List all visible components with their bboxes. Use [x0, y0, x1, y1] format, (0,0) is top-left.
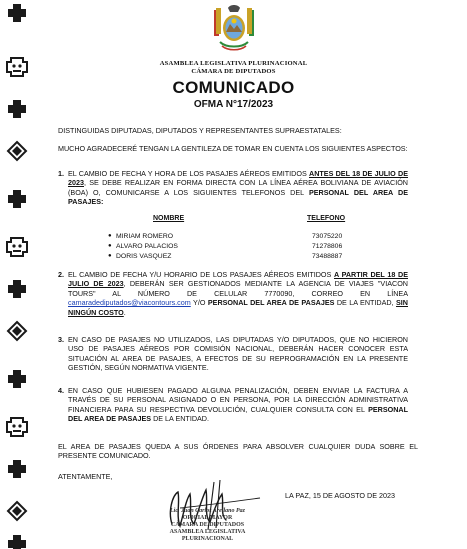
greeting: DISTINGUIDAS DIPUTADAS, DIPUTADOS Y REPRESENTANTES SUPRAESTATALES: — [58, 126, 342, 135]
text-run: EL CAMBIO DE FECHA Y HORA DE LOS PASAJES AÉREOS EMITIDOS — [68, 169, 309, 178]
contact-phone: 71278806 — [312, 243, 343, 250]
stamp-name: Lic. Juan Carlos Arellano Paz — [170, 508, 245, 514]
intro-paragraph: MUCHO AGRADECERÉ TENGAN LA GENTILEZA DE TOMAR EN CUENTA LOS SIGUIENTES ASPECTOS: — [58, 144, 408, 153]
email-link[interactable]: camaradediputados@viacontours.com — [68, 298, 191, 308]
item-2-text — [68, 270, 408, 317]
page-title: COMUNICADO — [172, 78, 295, 97]
item-1-text — [68, 169, 408, 207]
coat-of-arms-icon — [210, 4, 258, 54]
contact-phone: 73075220 — [312, 233, 343, 240]
text-run: EL CAMBIO DE FECHA Y/U HORARIO DE LOS PASAJES AÉREOS EMITIDOS — [68, 270, 334, 279]
signature-stamp — [150, 508, 265, 543]
table-header-name: NOMBRE — [153, 215, 185, 222]
stamp-title: OFICIAL MAYOR — [182, 515, 233, 521]
text-emphasis: PERSONAL DEL AREA DE PASAJES — [207, 298, 335, 308]
bullet-icon: ● — [108, 253, 112, 259]
text-emphasis: PERSONAL DEL AREA DE PASAJES: — [68, 187, 409, 207]
stamp-chamber: CÁMARA DE DIPUTADOS — [170, 522, 245, 528]
date-emphasis: A PARTIR DEL 18 DE JULIO DE 2023 — [68, 270, 408, 289]
item-number: 4. — [58, 386, 64, 395]
text-run: . — [123, 307, 126, 317]
stamp-assembly: ASAMBLEA LEGISLATIVA PLURINACIONAL — [169, 529, 246, 542]
item-number: 1. — [58, 169, 64, 178]
text-run: EN CASO QUE HUBIESEN PAGADO ALGUNA PENALIZACIÓN, DEBEN ENVIAR LA FACTURA A TRAVÉS DE SU PERSONAL ASIGNADO O EN PERSONA, POR LA DIRECCIÓN ADMINISTRATIVA FINANCIERA PARA SU RESPECTIVA DEVOLUCIÓN, CUALQUIER CONSULTA CON EL — [68, 386, 408, 414]
contact-phone: 73488887 — [312, 253, 343, 260]
contact-name: DORIS VASQUEZ — [116, 253, 172, 260]
bullet-icon: ● — [108, 243, 112, 249]
chamber-name: CÁMARA DE DIPUTADOS — [191, 68, 276, 75]
place-date: LA PAZ, 15 DE AGOSTO DE 2023 — [285, 491, 395, 500]
closing-paragraph: EL AREA DE PASAJES QUEDA A SUS ÓRDENES PARA ABSOLVER CUALQUIER DUDA SOBRE EL PRESENTE COMUNICADO. — [58, 442, 418, 461]
item-number: 3. — [58, 335, 64, 344]
item-number: 2. — [58, 270, 64, 279]
text-run: , DEBERÁN SER GESTIONADOS MEDIANTE LA AGENCIA DE VIAJES "VIACON TOURS" AL NÚMERO DE CELULAR 7770090, CORREO EN LÍNEA — [68, 279, 408, 298]
text-run: Y/O — [190, 298, 208, 308]
bullet-icon: ● — [108, 233, 112, 239]
date-emphasis: ANTES DEL 18 DE JULIO DE 2023 — [68, 169, 408, 188]
text-run: , SE DEBE REALIZAR EN FORMA DIRECTA CON LA LÍNEA AÉREA BOLIVIANA DE AVIACIÓN (BOA) O, COMUNICARSE A LOS SIGUIENTES TELEFONOS DEL — [68, 178, 408, 197]
text-run: DE LA ENTIDAD, — [334, 298, 397, 308]
contact-name: MIRIAM ROMERO — [116, 233, 174, 240]
text-emphasis: SIN NINGÚN COSTO — [68, 298, 408, 317]
farewell: ATENTAMENTE, — [58, 472, 113, 481]
reference-number: OFMA N°17/2023 — [193, 99, 274, 110]
institution-name: ASAMBLEA LEGISLATIVA PLURINACIONAL — [159, 60, 308, 67]
item-4-text — [68, 386, 408, 424]
text-emphasis: PERSONAL DEL AREA DE PASAJES — [68, 404, 408, 424]
text-run: DE LA ENTIDAD. — [151, 414, 209, 424]
item-3-text: EN CASO DE PASAJES NO UTILIZADOS, LAS DIPUTADAS Y/O DIPUTADOS, QUE NO HICIERON USO DE PASAJES AÉREOS POR COMISIÓN NACIONAL, DEBERÁN HACER CONOCER ESTA SITUACIÓN AL AREA DE PASAJES, A EFECTOS DE SU REPROGRAMACIÓN EN LA PRESENTE GESTIÓN, SEGÚN NORMATIVA VIGENTE. — [68, 335, 408, 373]
contact-name: ALVARO PALACIOS — [116, 243, 178, 250]
table-header-phone: TELEFONO — [307, 215, 346, 222]
